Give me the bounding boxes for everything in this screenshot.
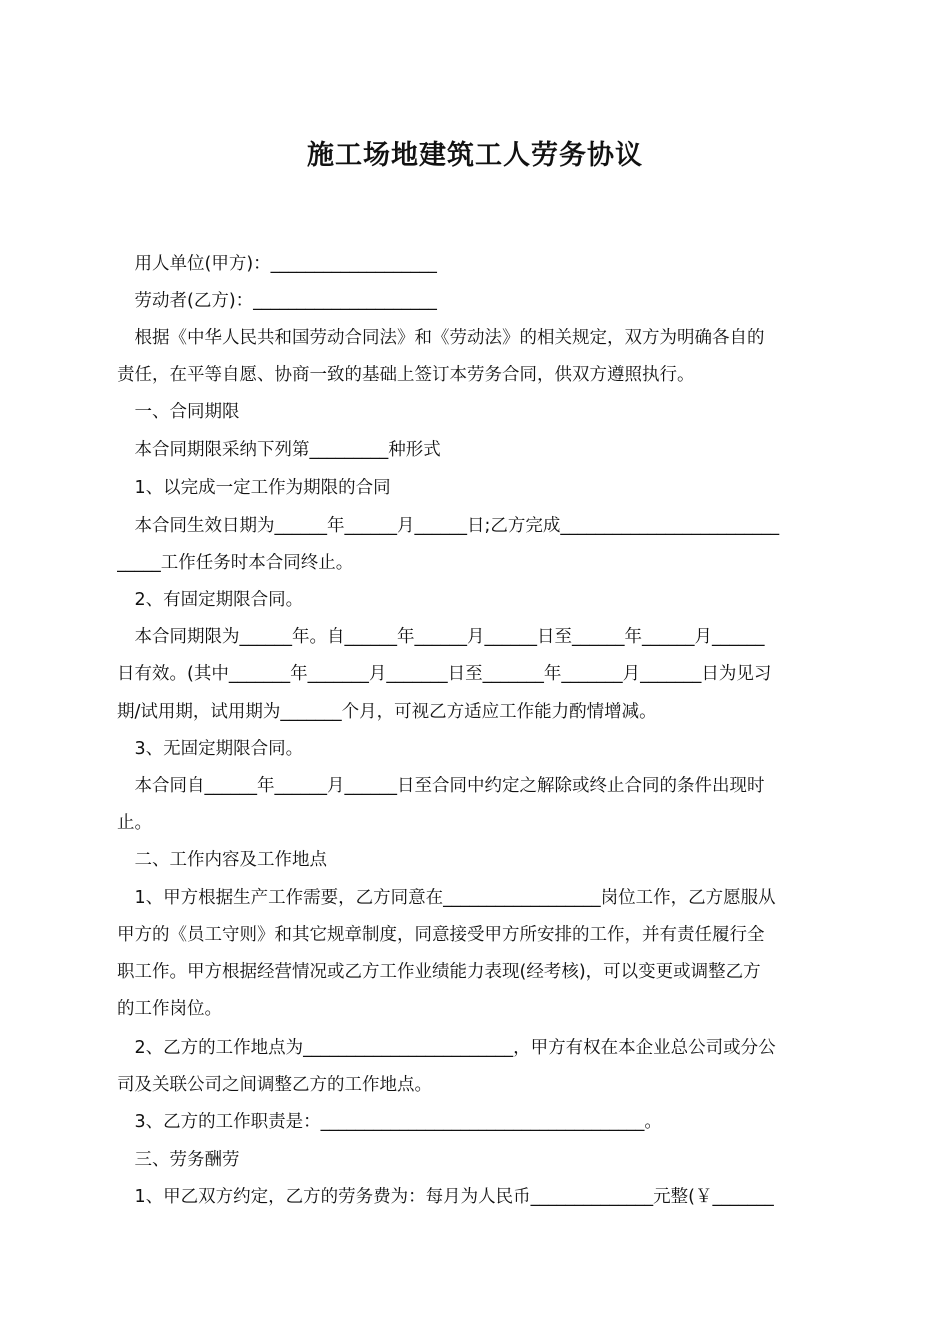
paragraph-line: 甲方的《员工守则》和其它规章制度，同意接受甲方所安排的工作，并有责任履行全 bbox=[117, 925, 765, 945]
paragraph-line: 司及关联公司之间调整乙方的工作地点。 bbox=[117, 1075, 432, 1095]
paragraph-line: _____工作任务时本合同终止。 bbox=[117, 553, 354, 573]
paragraph-line: 根据《中华人民共和国劳动合同法》和《劳动法》的相关规定，双方为明确各自的 bbox=[117, 328, 765, 348]
paragraph-line: 2、乙方的工作地点为________________________，甲方有权在本企业总公司或分公 bbox=[117, 1038, 776, 1058]
clause-heading: 1、以完成一定工作为期限的合同 bbox=[117, 478, 391, 498]
party-b-line: 劳动者(乙方)：_____________________ bbox=[117, 291, 437, 311]
paragraph-line: 职工作。甲方根据经营情况或乙方工作业绩能力表现(经考核)，可以变更或调整乙方 bbox=[117, 962, 761, 982]
paragraph-line: 止。 bbox=[117, 813, 152, 833]
paragraph-line: 1、甲乙双方约定，乙方的劳务费为：每月为人民币______________元整(￥_______ bbox=[117, 1187, 774, 1207]
paragraph-line: 期/试用期，试用期为_______个月，可视乙方适应工作能力酌情增减。 bbox=[117, 702, 657, 722]
party-a-line: 用人单位(甲方)：___________________ bbox=[117, 254, 437, 274]
paragraph-line: 本合同生效日期为______年______月______日;乙方完成_________________________ bbox=[117, 516, 780, 536]
paragraph-line: 1、甲方根据生产工作需要，乙方同意在__________________岗位工作，乙方愿服从 bbox=[117, 888, 776, 908]
clause-heading: 2、有固定期限合同。 bbox=[117, 590, 304, 610]
paragraph-line: 责任，在平等自愿、协商一致的基础上签订本劳务合同，供双方遵照执行。 bbox=[117, 365, 695, 385]
section-heading: 二、工作内容及工作地点 bbox=[117, 850, 327, 870]
paragraph-line: 本合同期限为______年。自______年______月______日至______年______月______ bbox=[117, 627, 765, 647]
paragraph-line: 本合同期限采纳下列第_________种形式 bbox=[117, 440, 441, 460]
document-title: 施工场地建筑工人劳务协议 bbox=[307, 140, 643, 171]
clause-heading: 3、无固定期限合同。 bbox=[117, 739, 304, 759]
paragraph-line: 3、乙方的工作职责是：_____________________________________。 bbox=[117, 1112, 662, 1132]
paragraph-line: 日有效。(其中_______年_______月_______日至_______年_______月_______日为见习 bbox=[117, 664, 772, 684]
section-heading: 三、劳务酬劳 bbox=[117, 1150, 240, 1170]
paragraph-line: 的工作岗位。 bbox=[117, 999, 222, 1019]
paragraph-line: 本合同自______年______月______日至合同中约定之解除或终止合同的条件出现时 bbox=[117, 776, 765, 796]
section-heading: 一、合同期限 bbox=[117, 402, 240, 422]
